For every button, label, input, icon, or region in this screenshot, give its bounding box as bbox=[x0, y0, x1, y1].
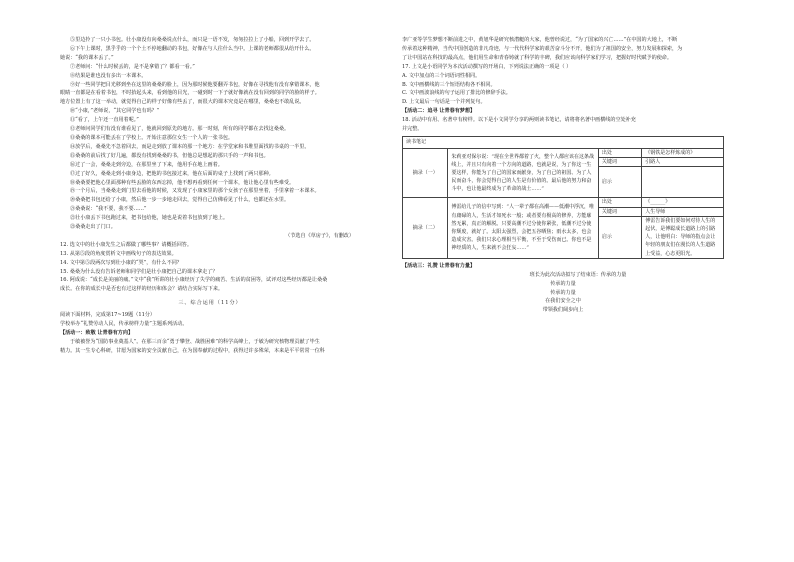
story-line: ㉓桑桑走出了门口。 bbox=[70, 224, 116, 231]
story-text bbox=[60, 36, 360, 232]
story-line: ⑮桑桑的前后找了好几遍，都没有找到桑桑的书，但他总是想起的那只手的一声和书包。 bbox=[70, 152, 269, 159]
story-line: ⑦老师问：“什么时候丢的，是不是拿错了？都看一看。” bbox=[70, 63, 195, 70]
activity-text: 精力。其一生专心科研，甘愿为国家的安全贡献自己，在为国奉献的过程中，获得过许多殊荣，本来是平平常常一位科 bbox=[60, 347, 325, 354]
story-line: ㉑桑桑说：“我不要，我不要……” bbox=[70, 206, 147, 213]
question-item: 13. 从第⑤段的角度赏析文中画线句子的表达效果。 bbox=[60, 250, 177, 257]
option-a: A. 文中加点的三个词语词性相同。 bbox=[402, 72, 481, 79]
question-item: 15. 桑桑为什么没有告诉老师和同学们是壮小康把自己的课本拿走了？ bbox=[60, 268, 218, 275]
excerpt-2-label: 摘录（二） bbox=[403, 198, 448, 258]
excerpt-1-label: 摘录（一） bbox=[403, 148, 448, 197]
question-item: 12. 选文中的壮小康先生之后都做了哪些事？请概括回答。 bbox=[60, 241, 192, 248]
story-line: ⑫老师问同学们有没有谁看见了，他就回到原先的地方。那一时刻，所有的同学都在去找这桑桑。 bbox=[70, 126, 290, 133]
excerpt-1-source-label: 出处 bbox=[598, 148, 641, 157]
poem-title: 班长为此次活动拟写了结束语：传承的力量 bbox=[529, 271, 627, 278]
question-18: 18. 活动中有用、名著中有榜样。以下是小文同学分享的两则读书笔记，请将将名著中画横线的空处补充 bbox=[402, 117, 636, 124]
story-line: ⑪“看了，上午还一直用着呢。” bbox=[70, 117, 139, 124]
story-line: 地方位置上有了这一举动，就觉得自己的样子好像有些丢了，而很大的课本究竟是在哪里，桑桑也不敢乱说。 bbox=[60, 99, 305, 106]
poem-line: 在我们安全之中 bbox=[545, 298, 581, 305]
activity-text: 于敏被誉为“国防事业奠基人”。在那三百余“勇于攀登、战胜困难”的科学高峰上，于敏为研究核物理贡献了毕生 bbox=[70, 338, 320, 345]
intro-text: 了让中国站在科技的最高点，他们用生命和青春铸就了科学的丰碑，我们应该向科学家们学习，把握好时代赋予的使命。 bbox=[402, 54, 672, 61]
story-line: ⑤里边拎了一只小书包。壮小康没有向桑桑说点什么，而只是一语不发，匆匆拉拉上了小船，回到开学去了。 bbox=[70, 37, 315, 43]
intro-text: 传承着这种精神，当代中国创造的非凡奇迹，与一代代科学家的艰苦奋斗分不开，他们为了祖国的安全，努力发展和探索，为 bbox=[402, 45, 683, 52]
excerpt-1-keyword-label: 关键词 bbox=[598, 158, 641, 167]
section-heading: 三、综合运用（11分） bbox=[178, 300, 242, 307]
question-18: 并完整。 bbox=[402, 126, 423, 133]
story-line: ⑰过了好久，桑桑走到小康身边，把他的书包接过来，他在后面的桌子上找到了两只那种。 bbox=[70, 170, 274, 177]
right-column bbox=[402, 36, 724, 315]
poem-line: 传承的力量 bbox=[550, 280, 576, 287]
story-line: 她说：“我的课本丢了。” bbox=[60, 54, 114, 61]
excerpt-2-quote: 傅雷给儿子的信中写到：“人一辈子都在高潮——低潮中浮沉，唯有庸碌的人，生活才如死水一般；或者要有极高的修养，方能廓然无累，真正的解脱。只要高潮不过分使你紧张，低潮不过分使你颓废，就好了。太阳太强烈，会把五谷晒焦；雨水太多，也会造成灾害。我们只求心理相当平衡，不至于受伤而已。你也不是神经质的人，生来就不会狂妄……” bbox=[448, 198, 598, 258]
excerpt-1-insight-label: 启示 bbox=[598, 167, 641, 198]
story-line: ⑭放学后，桑桑先不急着回去，而是走到放了课本的那一个地方：在学堂家和书堆里面找的书桌的一半里。 bbox=[70, 143, 310, 150]
option-c: C. 文中画波浪线的句子运用了排比的修辞手法。 bbox=[402, 90, 511, 97]
left-column bbox=[60, 36, 360, 356]
excerpt-1-source-value: 《钢铁是怎样炼成的》 bbox=[642, 148, 724, 157]
excerpt-2-keyword-value: 人生导师 bbox=[642, 207, 724, 216]
story-line: ⑬桑桑的课本可能丢在了学校上。开始注意那位女生一个人的一张书包。 bbox=[70, 134, 234, 141]
excerpt-source: （节选自《草房子》，有删改） bbox=[285, 232, 354, 239]
story-line: ⑲一个月后，当桑桑走到门里去看他的时候，又发现了小康家里的那个女孩子在那里坐着，手里拿着一本课本。 bbox=[70, 188, 320, 195]
story-line: ⑧结果是谁也没有多出一本课本。 bbox=[70, 72, 147, 79]
section-intro: 阅读下面材料，完成第17~19题（11分） bbox=[60, 312, 156, 319]
activity-title: 【活动二：追寻 让青春有梦想】 bbox=[402, 108, 476, 115]
excerpt-2-insight-value: 傅雷告诉我们要如何对待人生的起伏，是傅聪成长道路上的引路人，让他明白：导师的指点会让年轻的朋友们在漫长的人生道路上受益，心态更阳光。 bbox=[642, 216, 724, 258]
section-intro: 学校举办“礼赞劳动人民，传承榜样力量”主题系列活动。 bbox=[60, 321, 188, 328]
story-line: 眼睛一直都是在看着书包，不时抬起头来，看到他的目光，一碰到时一下子就好像就在没有回到的同学的脸的样子。 bbox=[60, 90, 320, 97]
excerpt-2-keyword-label: 关键词 bbox=[598, 207, 641, 216]
excerpt-2-insight-label: 启示 bbox=[598, 216, 641, 258]
intro-text: 李广亚等学生梦想不断前进之中，黄旭华是研究核潜艇的大家，他曾经说过，“为了国家的兴亡……”在中国的大地上，不断 bbox=[402, 37, 678, 43]
excerpt-1-keyword-value: 引路人 bbox=[642, 158, 724, 167]
activity-title: 【活动三：礼赞 让青春有力量】 bbox=[402, 262, 476, 269]
activity-title: 【活动一：致敬 让青春有方向】 bbox=[60, 330, 134, 336]
excerpt-2-source-value[interactable]: 《______》 bbox=[642, 198, 724, 207]
story-line: ⑨好一些同学把目光移到坐在这里的桑桑的脸上，因为那时候他要翻弄书包，好像在寻找他有没有拿错课本，他 bbox=[70, 81, 320, 88]
poem-line: 传承的力量 bbox=[550, 289, 576, 296]
question-item: 14. 文中第⑤段两次写到壮小康的“哭”，有什么不同？ bbox=[60, 259, 182, 266]
question-17: 17. 上文是小语同学为本次活动撰写的开场白，下列说法正确的一项是（ ） bbox=[402, 63, 572, 70]
excerpt-1-quote: 朱莉亚对保尔说：“现在全世界都着了火，整个人都应该在这条战线上，并且只有向着一个方向的道路，也就是说，为了你这一生要这样，你能为了自己的国家而献身，为了自己的祖国、为了人民而奋斗，你会觉得自己的人生是有价值的。最后他的努力和奋斗中，也让他最终成为了革命的战士……” bbox=[448, 148, 598, 197]
story-line: ⑩“小康，”老师说，“其它同学也有吗？” bbox=[70, 108, 160, 115]
questions bbox=[60, 241, 360, 294]
story-line: ⑱桑桑要把他心里面那种有些丢脸的东西忘掉，他不想再看到任何一个课本，他让他心里有些难受。 bbox=[70, 179, 295, 186]
option-d: D. 上文最后一句话是一个并列复句。 bbox=[402, 99, 486, 106]
poem-line: 带领我们阔步向上 bbox=[542, 307, 584, 314]
story-line: ㉒壮小康丢下书包跑过来，把书包给他，她也是说着书包放到了地上。 bbox=[70, 215, 228, 222]
question-item: 16. 阿成说：“成长是美丽的痛。”文中“我”所讲的壮小康经历了失学的痛苦、生活的贫困等，试评对这些经历都是让桑桑 bbox=[60, 277, 328, 284]
option-b: B. 文中画横线的三个短语结构各不相同。 bbox=[402, 81, 496, 88]
story-line: ⑳桑桑把书包还给了小康，然后他一步一步地走回去，觉得自己仿佛看见了什么，也都还在水里。 bbox=[70, 197, 290, 204]
reading-notes-table bbox=[402, 136, 724, 259]
question-item: 成长。在你的成长中是否也有过这样的经历和体会？请结合实际写下来。 bbox=[60, 286, 224, 293]
excerpt-2-source-label: 出处 bbox=[598, 198, 641, 207]
excerpt-1-insight-value[interactable] bbox=[642, 167, 724, 198]
story-line: ⑯过了一会，桑桑走到旁边，在那里坐了下来，他用手在地上画着。 bbox=[70, 161, 223, 168]
story-line: ⑥下午上课时，黑乎乎的一个个土不停地翻动的书包，好像在与人往什么当中。上课的老师都很从给开什么。 bbox=[70, 45, 315, 52]
notes-title: 读书笔记 bbox=[403, 136, 724, 148]
